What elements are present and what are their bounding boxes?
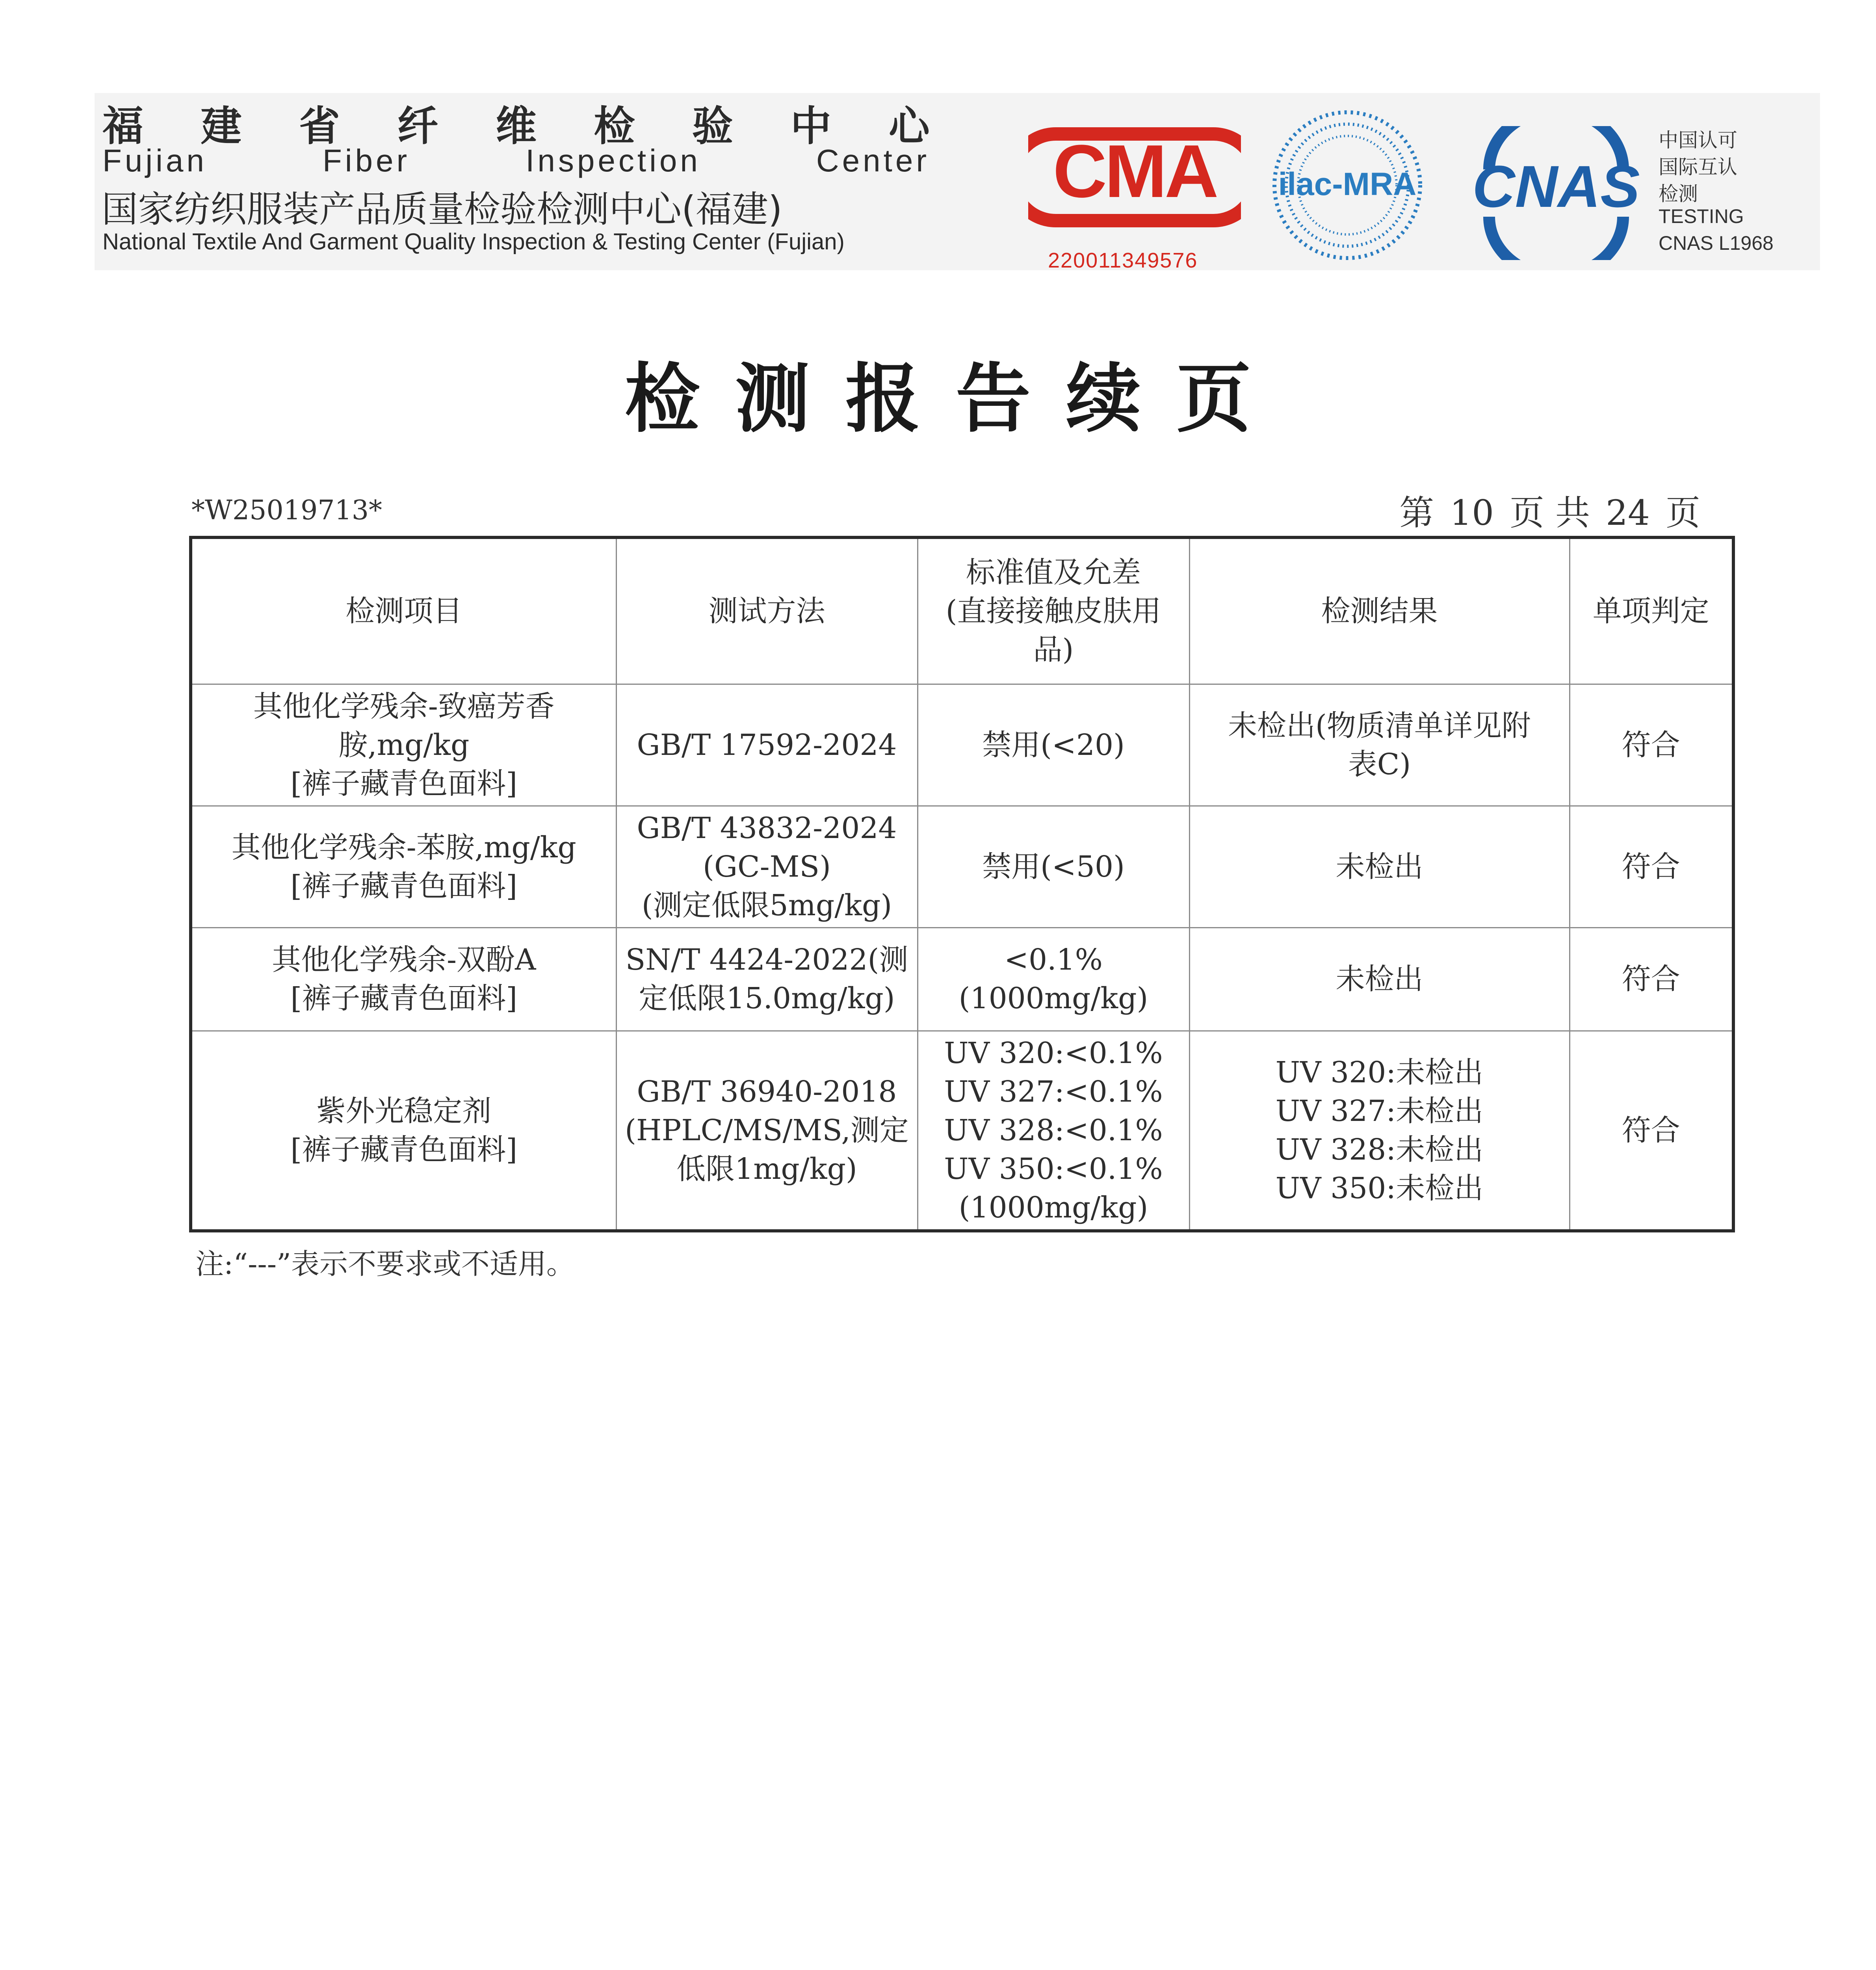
- table-row: [191, 927, 1733, 1031]
- cell-result: [1189, 927, 1570, 1031]
- cell-line: GB/T 43832-2024: [637, 811, 897, 845]
- org-en-word: Center: [816, 143, 930, 178]
- cell-standard: [918, 806, 1189, 927]
- org-char: 建: [201, 102, 242, 150]
- cell-line: 未检出: [1335, 962, 1423, 996]
- page-middle: 页 共: [1510, 492, 1590, 533]
- cell-result: [1189, 1031, 1570, 1231]
- table-header-row: [191, 537, 1733, 684]
- cell-item: [191, 684, 616, 806]
- org-en-word: Fiber: [322, 143, 410, 178]
- cell-line: <0.1%: [1004, 943, 1103, 977]
- cnas-logo: [1466, 126, 1647, 260]
- page-prefix: 第: [1399, 492, 1434, 533]
- org-char: 维: [495, 102, 537, 150]
- cell-line: [裤子藏青色面料]: [290, 981, 518, 1015]
- cell-line: GB/T 36940-2018: [637, 1074, 897, 1109]
- page-total: 24: [1606, 492, 1650, 533]
- cell-line: [裤子藏青色面料]: [290, 869, 518, 903]
- cell-line: (1000mg/kg): [958, 1190, 1148, 1225]
- header-result: 检测结果: [1189, 537, 1570, 684]
- cell-line: UV 327:未检出: [1275, 1094, 1484, 1128]
- page-current: 10: [1450, 492, 1494, 533]
- cell-result: [1189, 684, 1570, 806]
- cell-line: [裤子藏青色面料]: [290, 1132, 518, 1167]
- cnas-logo-text: CNAS: [1472, 153, 1640, 219]
- cell-method: [616, 1031, 918, 1231]
- org-char: 省: [299, 102, 340, 150]
- cell-line: 未检出: [1335, 849, 1423, 884]
- cell-line: 紫外光稳定剂: [316, 1094, 492, 1128]
- header-test-method: 测试方法: [616, 537, 918, 684]
- org-char: 中: [790, 102, 832, 150]
- org-en-word: Inspection: [526, 143, 701, 178]
- cell-line: 胺,mg/kg: [338, 728, 470, 762]
- header-standard: [918, 537, 1189, 684]
- cell-result: [1189, 806, 1570, 927]
- report-id: *W25019713*: [191, 495, 383, 526]
- cnas-line: 检测: [1659, 183, 1698, 205]
- cma-number: 220011349576: [1048, 249, 1198, 272]
- org-subtitle-cn: 国家纺织服装产品质量检验检测中心(福建): [102, 188, 782, 230]
- cell-item: [191, 927, 616, 1031]
- cell-line: 禁用(<50): [982, 849, 1125, 884]
- page-title: 检测报告续页: [624, 355, 1287, 442]
- cell-line: 其他化学残余-苯胺,mg/kg: [231, 830, 576, 864]
- cnas-line: 国际互认: [1659, 156, 1737, 178]
- org-char: 检: [594, 102, 635, 150]
- cell-line: 其他化学残余-双酚A: [272, 943, 536, 977]
- header-test-item: 检测项目: [191, 537, 616, 684]
- table-row: [191, 806, 1733, 927]
- cell-verdict: 符合: [1570, 684, 1733, 806]
- cnas-line: TESTING: [1659, 205, 1744, 227]
- cell-line: UV 320:<0.1%: [944, 1036, 1163, 1070]
- cell-verdict: 符合: [1570, 927, 1733, 1031]
- cell-line: 禁用(<20): [982, 728, 1125, 762]
- cnas-line: 中国认可: [1659, 129, 1737, 151]
- page-suffix: 页: [1665, 492, 1700, 533]
- header-line: 品): [1033, 633, 1074, 667]
- cell-line: 其他化学残余-致癌芳香: [253, 689, 555, 723]
- cell-standard: [918, 1031, 1189, 1231]
- org-char: 心: [888, 102, 930, 150]
- page-number: [1397, 485, 1703, 535]
- cell-line: UV 320:未检出: [1275, 1055, 1484, 1089]
- cell-item: [191, 1031, 616, 1231]
- cell-line: (HPLC/MS/MS,测定: [625, 1113, 909, 1147]
- cma-logo-text: CMA: [1053, 130, 1217, 213]
- cell-line: 表C): [1348, 747, 1411, 781]
- org-char: 验: [692, 102, 733, 150]
- cell-standard: [918, 927, 1189, 1031]
- cell-line: [裤子藏青色面料]: [290, 766, 518, 801]
- org-char: 福: [102, 102, 144, 150]
- cell-line: UV 328:<0.1%: [944, 1113, 1163, 1147]
- cell-line: UV 328:未检出: [1275, 1132, 1484, 1167]
- org-en-word: Fujian: [102, 143, 207, 178]
- cell-method: [616, 684, 918, 806]
- cell-verdict: 符合: [1570, 1031, 1733, 1231]
- cell-line: UV 327:<0.1%: [944, 1074, 1163, 1109]
- ilac-logo-text: ilac-MRA: [1278, 166, 1417, 202]
- cnas-line: CNAS L1968: [1659, 232, 1774, 254]
- cell-line: 定低限15.0mg/kg): [639, 981, 895, 1015]
- header-line: (直接接触皮肤用: [945, 594, 1161, 628]
- cell-line: UV 350:<0.1%: [944, 1152, 1163, 1186]
- table-row: [191, 1031, 1733, 1231]
- header-line: 标准值及允差: [966, 556, 1141, 590]
- cell-verdict: 符合: [1570, 806, 1733, 927]
- org-subtitle-en: National Textile And Garment Quality Inspection & Testing Center (Fujian): [102, 229, 845, 255]
- cell-line: SN/T 4424-2022(测: [625, 943, 908, 977]
- table-row: [191, 684, 1733, 806]
- table-note: 注:“---”表示不要求或不适用。: [195, 1247, 575, 1280]
- header-verdict: 单项判定: [1570, 537, 1733, 684]
- cell-line: 未检出(物质清单详见附: [1228, 708, 1531, 743]
- cell-line: 低限1mg/kg): [676, 1152, 857, 1186]
- cma-logo: [1028, 118, 1241, 236]
- cell-method: [616, 927, 918, 1031]
- cell-line: GB/T 17592-2024: [637, 728, 897, 762]
- cell-line: (测定低限5mg/kg): [641, 888, 892, 922]
- cell-line: (GC-MS): [703, 849, 831, 884]
- results-table: [189, 536, 1735, 1232]
- cell-item: [191, 806, 616, 927]
- cell-line: (1000mg/kg): [958, 981, 1148, 1015]
- cell-method: [616, 806, 918, 927]
- cell-line: UV 350:未检出: [1275, 1171, 1484, 1205]
- ilac-mra-logo: [1269, 106, 1426, 264]
- cell-standard: [918, 684, 1189, 806]
- org-char: 纤: [397, 102, 438, 150]
- org-name-en: [102, 143, 930, 179]
